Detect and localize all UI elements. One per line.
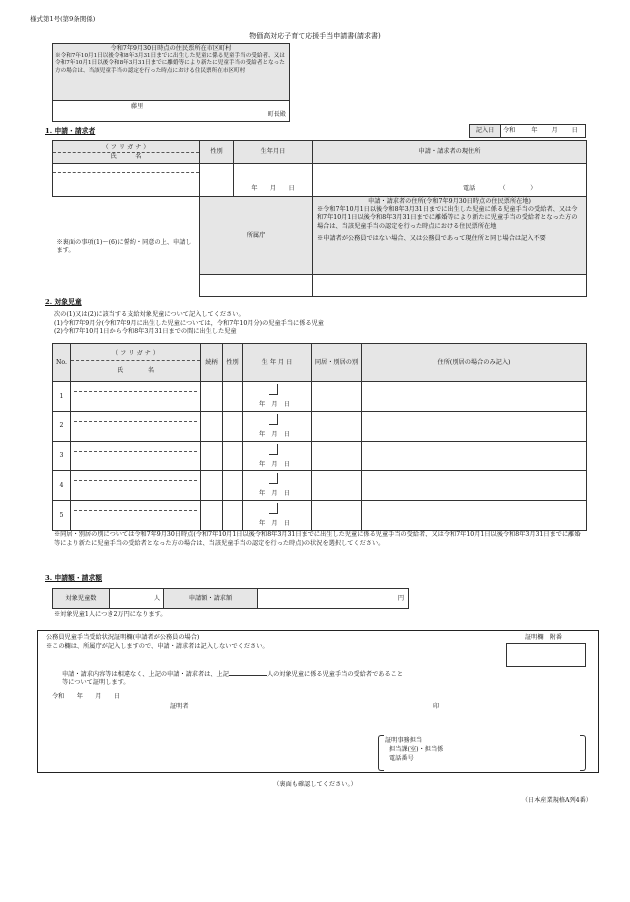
- child-gender-field[interactable]: [223, 471, 243, 501]
- child-count-field[interactable]: 人: [110, 589, 164, 609]
- child-gender-field[interactable]: [223, 441, 243, 471]
- section2-note: ※同居・別居の別については令和7年9月30日時点(令和7年10月1日以後令和8年3月31日までに出生した児童に係る児童手当の受給者、又は令和7年10月1日以後令和8年3月31日までに離婚等により新たに児童手当の受給者となった方の場合は、当該児童手当の認定を行った時点)の状況を選択してください。: [54, 531, 581, 547]
- child-row: [53, 411, 587, 441]
- certifier-label: 証明者: [170, 703, 189, 710]
- col-living: 同居・別居の別: [312, 344, 362, 382]
- child-row-no: 5: [53, 501, 71, 531]
- page-title: 物価高対応子育て応援手当申請書(請求書): [249, 32, 381, 40]
- cert-stamp-box[interactable]: [506, 643, 586, 667]
- child-gender-field[interactable]: [223, 411, 243, 441]
- applicant-name-field[interactable]: [53, 164, 200, 197]
- child-address-field[interactable]: [362, 411, 587, 441]
- child-address-field[interactable]: [362, 382, 587, 412]
- cert-date[interactable]: 令和 年 月 日: [52, 693, 121, 700]
- cert-office-3: 電話番号: [389, 754, 414, 762]
- child-living-field[interactable]: [312, 501, 362, 531]
- amount-table: [52, 588, 409, 609]
- children-table: [52, 343, 587, 531]
- form-number: 様式第1号(第9条関係): [30, 15, 96, 23]
- col-relation: 続柄: [201, 344, 223, 382]
- town-name: 藤里: [131, 103, 144, 110]
- back-note: （裏面も確認してください。）: [273, 781, 357, 788]
- paper-size: （日本産業規格A列4番）: [521, 797, 592, 804]
- applicant-name-header: （ フ リ ガ ナ ） 氏 名: [53, 141, 200, 164]
- col-child-name: （ フ リ ガ ナ ） 氏 名: [71, 344, 201, 382]
- child-name-field[interactable]: [71, 441, 201, 471]
- col-address: 住所(別居の場合のみ記入): [362, 344, 587, 382]
- child-row-no: 2: [53, 411, 71, 441]
- addressee-header: 令和7年9月30日時点の住民票所在市区町村: [110, 45, 232, 52]
- certification-box: [37, 630, 599, 773]
- child-dob-field[interactable]: 年 月 日: [243, 382, 312, 412]
- child-name-field[interactable]: [71, 501, 201, 531]
- applicant-table: [52, 140, 587, 297]
- child-row-no: 4: [53, 471, 71, 501]
- addressee-suffix: 町長殿: [267, 111, 286, 118]
- child-row: [53, 501, 587, 531]
- dob-header: 生年月日: [234, 141, 313, 164]
- entry-date-field[interactable]: 令和 年 月 日: [501, 125, 586, 138]
- col-dob: 生 年 月 日: [243, 344, 312, 382]
- child-dob-field[interactable]: 年 月 日: [243, 501, 312, 531]
- cert-body: 申請・請求内容等は相違なく、上記の申請・請求者は、上記 人の対象児童に係る児童手当の受給者であること: [62, 671, 404, 678]
- child-name-field[interactable]: [71, 411, 201, 441]
- address-930-field[interactable]: [313, 275, 587, 297]
- child-relation-field[interactable]: [201, 471, 223, 501]
- col-gender: 性別: [223, 344, 243, 382]
- child-row-no: 1: [53, 382, 71, 412]
- seal-mark: 印: [433, 703, 440, 710]
- child-name-field[interactable]: [71, 471, 201, 501]
- section3-heading: 3. 申請額・請求額: [45, 574, 103, 582]
- child-row: [53, 382, 587, 412]
- child-living-field[interactable]: [312, 382, 362, 412]
- child-row-no: 3: [53, 441, 71, 471]
- child-address-field[interactable]: [362, 441, 587, 471]
- cert-body-2: 等について証明します。: [62, 679, 130, 686]
- child-relation-field[interactable]: [201, 501, 223, 531]
- cert-office-bracket: [378, 735, 586, 769]
- child-relation-field[interactable]: [201, 411, 223, 441]
- phone-label: 電話: [463, 185, 476, 193]
- section2-heading: 2. 対象児童: [45, 298, 82, 306]
- child-row: [53, 441, 587, 471]
- cert-count-field[interactable]: [229, 669, 267, 676]
- applicant-dob-field[interactable]: 年 月 日: [234, 164, 313, 197]
- child-gender-field[interactable]: [223, 382, 243, 412]
- col-no: No.: [53, 344, 71, 382]
- entry-date-table: [469, 124, 586, 138]
- child-living-field[interactable]: [312, 441, 362, 471]
- child-dob-field[interactable]: 年 月 日: [243, 441, 312, 471]
- office-label: 所属庁: [200, 197, 313, 275]
- child-living-field[interactable]: [312, 471, 362, 501]
- applicant-gender-field[interactable]: [200, 164, 234, 197]
- pledge-text: ※裏面の事項(1)～(6)に誓約・同意の上、申請します。: [53, 197, 200, 297]
- child-gender-field[interactable]: [223, 501, 243, 531]
- cert-note: ※この欄は、所属庁が記入しますので、申請・請求者は記入しないでください。: [46, 643, 269, 650]
- cert-office-2: 担当課(室)・担当係: [389, 745, 444, 753]
- gender-header: 性別: [200, 141, 234, 164]
- office-field[interactable]: [200, 275, 313, 297]
- child-relation-field[interactable]: [201, 382, 223, 412]
- section3-note: ※対象児童1人につき2万円になります。: [54, 611, 167, 618]
- addressee-note: ※令和7年10月1日以後令和8年3月31日までに出生した児童に係る児童手当の受給者、又は令和7年10月1日以後令和8年3月31日までに離婚等により新たに児童手当の受給者となった方の場合は、当該児童手当の認定を行った時点における住民票所在市区町村: [55, 52, 285, 74]
- child-living-field[interactable]: [312, 411, 362, 441]
- child-relation-field[interactable]: [201, 441, 223, 471]
- section1-heading: 1. 申請・請求者: [45, 127, 96, 135]
- amount-field[interactable]: 円: [258, 589, 409, 609]
- child-dob-field[interactable]: 年 月 日: [243, 471, 312, 501]
- cert-stamp-label: 証明欄 附番: [525, 634, 563, 641]
- child-address-field[interactable]: [362, 471, 587, 501]
- cert-office-1: 証明事務担当: [385, 737, 423, 744]
- child-name-field[interactable]: [71, 382, 201, 412]
- address-930-header: 申請・請求者の住所(令和7年9月30日時点の住民票所在地) ※令和7年10月1日以後令和8年3月31日までに出生した児童に係る児童手当の受給者、又は令和7年10月1日以後令和8年3月31日までに離婚等により新たに児童手当の受給者となった方の場合は、当該児童手当の認定を行った時点における住民票所在地 ※申請者が公務員ではない場合、又は公務員であって現住所と同じ場合は記入不要: [313, 197, 587, 275]
- child-row: [53, 471, 587, 501]
- cert-title: 公務員児童手当受給状況証明欄(申請者が公務員の場合): [46, 634, 200, 641]
- child-address-field[interactable]: [362, 501, 587, 531]
- amount-label: 申請額・請求額: [164, 589, 258, 609]
- addressee-block: [52, 43, 290, 122]
- applicant-address-field[interactable]: [313, 164, 587, 197]
- phone-parens: （ ）: [499, 185, 537, 193]
- entry-date-label: 記入日: [470, 125, 501, 138]
- child-count-label: 対象児童数: [53, 589, 110, 609]
- child-dob-field[interactable]: 年 月 日: [243, 411, 312, 441]
- address-header: 申請・請求者の現住所: [313, 141, 587, 164]
- section2-intro: 次の(1)又は(2)に該当する支給対象児童について記入してください。 (1)令和7年9月分(令和7年9月に出生した児童については，令和7年10月分)の児童手当に係る児童 (2)令和7年10月1日から令和8年3月31日までの間に出生した児童: [54, 311, 324, 336]
